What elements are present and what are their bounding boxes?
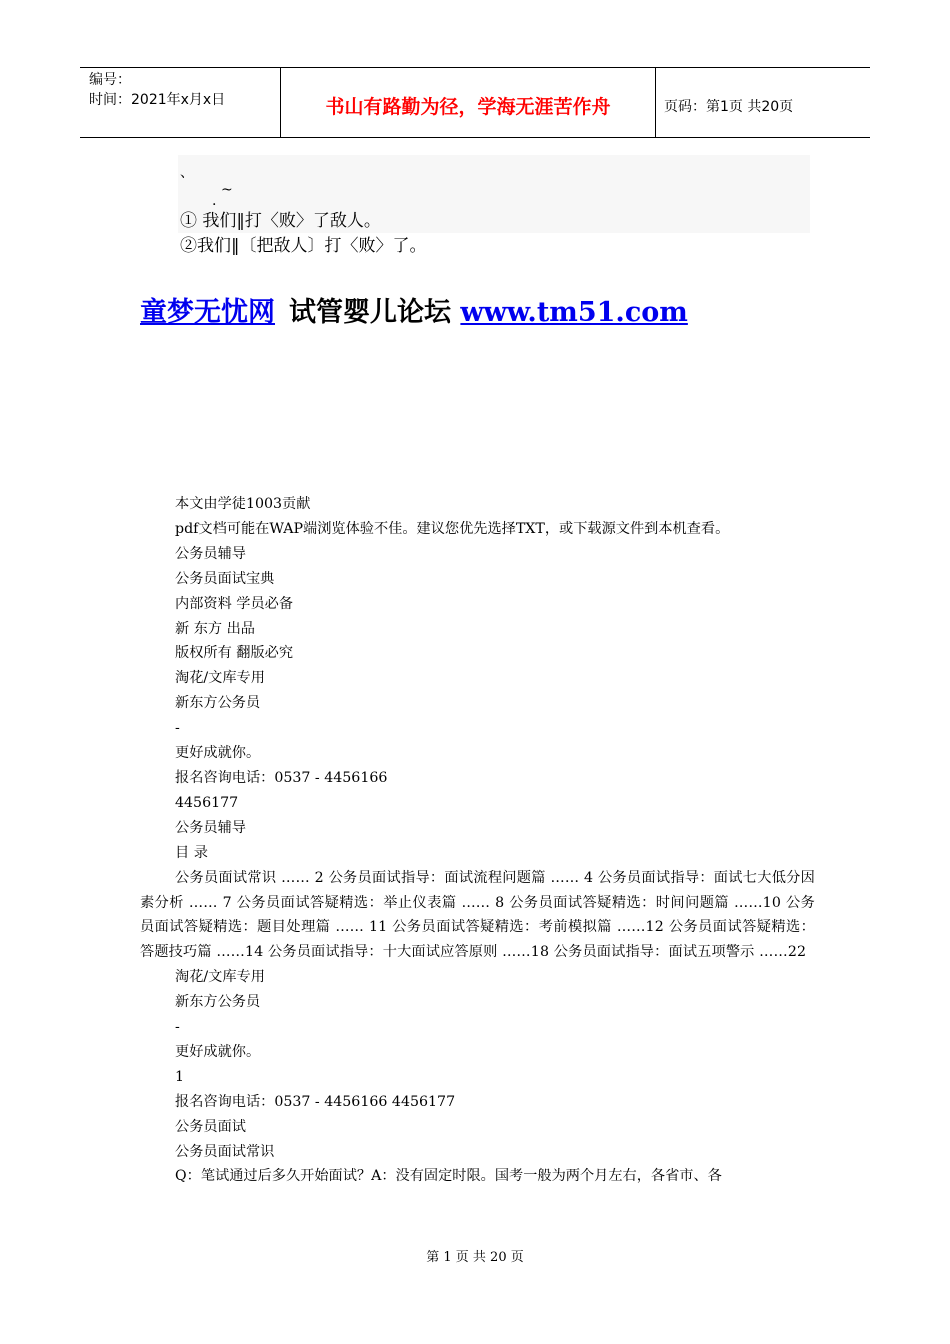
snippet-mark-tilde: ~ [221, 182, 233, 198]
forum-name: 试管婴儿论坛 [289, 297, 451, 328]
body-line: 1 [175, 1068, 185, 1085]
body-line: 目 录 [175, 844, 208, 861]
body-line: Q：笔试通过后多久开始面试？A：没有固定时限。国考一般为两个月左右，各省市、各 [175, 1168, 722, 1185]
snippet-mark-comma: 、 [180, 165, 194, 181]
time-label: 时间：2021年x月x日 [89, 92, 226, 108]
body-line: 淘花/文库专用 [175, 670, 265, 687]
body-line: 淘花/文库专用 [175, 969, 265, 986]
body-line: 新东方公务员 [175, 994, 261, 1011]
body-line: 内部资料 学员必备 [175, 595, 294, 612]
body-line: 公务员辅导 [175, 545, 246, 562]
body-line: 新 东方 出品 [175, 620, 255, 637]
body-line: 公务员面试宝典 [175, 570, 275, 587]
url-link[interactable]: www.tm51.com [460, 297, 688, 328]
motto: 书山有路勤为径，学海无涯苦作舟 [325, 96, 611, 118]
body-line: 本文由学徒1003贡献 [175, 496, 311, 512]
body-line: 公务员面试常识 [175, 1143, 275, 1160]
banner [140, 290, 688, 329]
body-line: 公务员辅导 [175, 819, 246, 836]
body-line: 更好成就你。 [175, 745, 261, 762]
number-label: 编号： [89, 72, 131, 88]
page-header [80, 67, 870, 138]
table-of-contents: 公务员面试常识 …… 2 公务员面试指导：面试流程问题篇 …… 4 公务员面试指导：面试七大低分因素分析 …… 7 公务员面试答疑精选：举止仪表篇 …… 8 公务员面试答疑精选：时间问题篇 ……10 公务员面试答疑精选：题目处理篇 …… 11 公务员面试答疑精选：考前模拟篇 ……12 公务员面试答疑精选：答题技巧篇 ……14 公务员面试指导：十大面试应答原则 ……18 公务员面试指导：面试五项警示 ……22 [140, 869, 815, 961]
header-motto-cell [281, 68, 656, 137]
document-body [140, 492, 815, 1189]
body-line: - [175, 1019, 180, 1036]
body-line: 报名咨询电话：0537 - 4456166 4456177 [175, 1093, 456, 1110]
body-line: 4456177 [175, 794, 239, 811]
body-line: 报名咨询电话：0537 - 4456166 [175, 769, 388, 786]
page-footer: 第 1 页 共 20 页 [426, 1250, 524, 1265]
snippet-line-2: ②我们‖〔把敌人〕打〈败〉了。 [180, 236, 427, 256]
body-line: 公务员面试 [175, 1118, 246, 1135]
snippet-mark-dot: . [212, 193, 217, 209]
body-line: pdf文档可能在WAP端浏览体验不佳。建议您优先选择TXT，或下载源文件到本机查看。 [175, 520, 730, 537]
site-link[interactable]: 童梦无忧网 [140, 297, 275, 328]
body-line: 版权所有 翻版必究 [175, 645, 294, 662]
snippet-line-1: ① 我们‖打〈败〉了敌人。 [180, 211, 381, 231]
header-info-cell [80, 68, 281, 137]
body-line: 更好成就你。 [175, 1043, 261, 1060]
header-page-cell [656, 68, 870, 137]
body-line: - [175, 720, 180, 737]
page-info: 页码：第1页 共20页 [664, 99, 794, 115]
body-line: 新东方公务员 [175, 695, 261, 712]
